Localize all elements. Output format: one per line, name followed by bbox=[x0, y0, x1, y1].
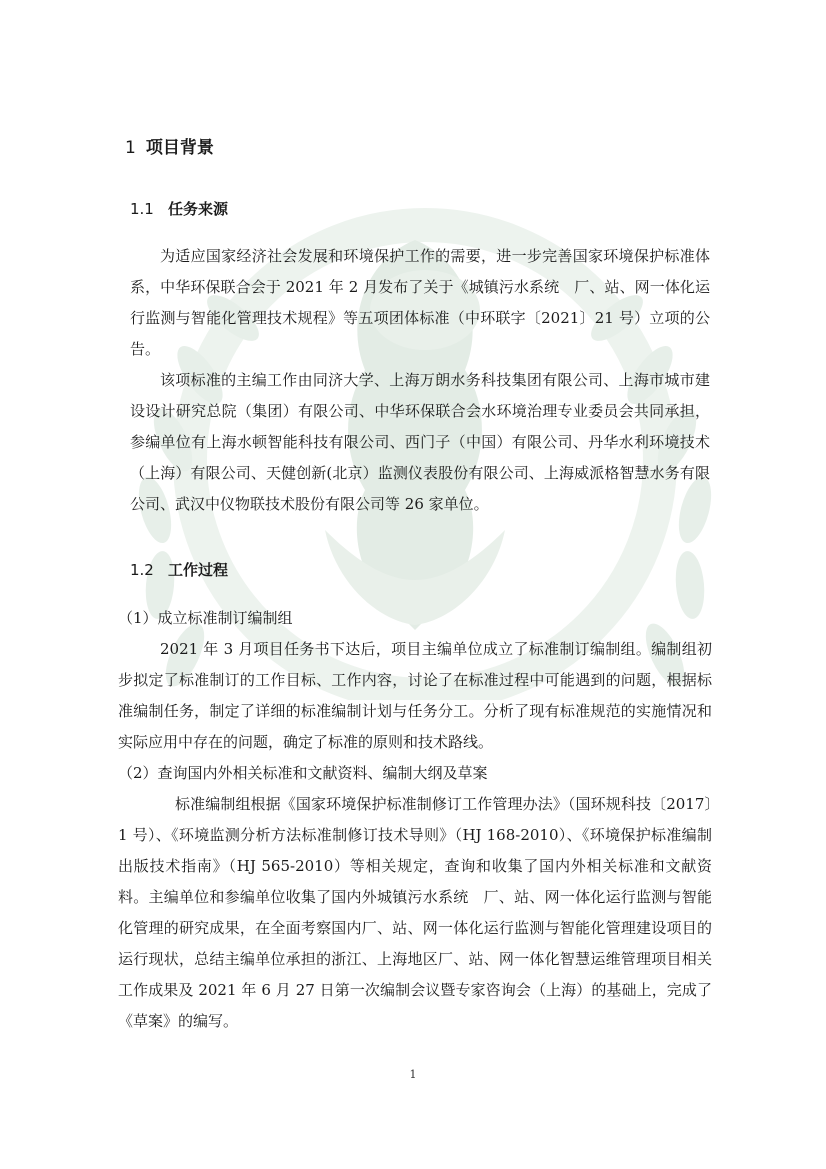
section-1-2-body bbox=[118, 603, 712, 1037]
paragraph: 2021 年 3 月项目任务书下达后，项目主编单位成立了标准制订编制组。编制组初步拟定了标准制订的工作目标、工作内容，讨论了在标准过程中可能遇到的问题，根据标准编制任务，制定了详细的标准编制计划与任务分工。分析了现有标准规范的实施情况和实际应用中存在的问题，确定了标准的原则和技术路线。 bbox=[118, 640, 712, 751]
section-number: 1.2 bbox=[130, 561, 154, 579]
section-title: 工作过程 bbox=[168, 561, 229, 579]
paragraph: 该项标准的主编工作由同济大学、上海万朗水务科技集团有限公司、上海市城市建设设计研究总院（集团）有限公司、中华环保联合会水环境治理专业委员会共同承担，参编单位有上海水顿智能科技有限公司、西门子（中国）有限公司、丹华水利环境技术（上海）有限公司、天健创新(北京）监测仪表股份有限公司、上海威派格智慧水务有限公司、武汉中仪物联技术股份有限公司等 26 家单位。 bbox=[130, 371, 710, 513]
section-number: 1.1 bbox=[130, 200, 154, 218]
chapter-title: 项目背景 bbox=[145, 138, 214, 158]
chapter-number: 1 bbox=[125, 138, 136, 158]
paragraph: 标准编制组根据《国家环境保护标准制修订工作管理办法》（国环规科技〔2017〕1 号）、《环境监测分析方法标准制修订技术导则》（HJ 168-2010）、《环境保护标准编制出版技术指南》（HJ 565-2010）等相关规定，查询和收集了国内外相关标准和文献资料。主编单位和参编单位收集了国内外城镇污水系统 厂、站、网一体化运行监测与智能化管理的研究成果，在全面考察国内厂、站、网一体化运行监测与智能化管理建设项目的运行现状，总结主编单位承担的浙江、上海地区厂、站、网一体化智慧运维管理项目相关工作成果及 2021 年 6 月 27 日第一次编制会议暨专家咨询会（上海）的基础上，完成了《草案》的编写。 bbox=[118, 795, 712, 1030]
list-item-label: （2）查询国内外相关标准和文献资料、编制大纲及草案 bbox=[118, 764, 488, 782]
page-number: 1 bbox=[409, 1068, 417, 1081]
section-heading-1-2 bbox=[130, 559, 228, 580]
section-1-1-body bbox=[130, 241, 710, 520]
list-item-label: （1）成立标准制订编制组 bbox=[118, 609, 293, 627]
paragraph: 为适应国家经济社会发展和环境保护工作的需要，进一步完善国家环境保护标准体系，中华环保联合会于 2021 年 2 月发布了关于《城镇污水系统 厂、站、网一体化运行监测与智能化管理技术规程》等五项团体标准（中环联字〔2021〕21 号）立项的公告。 bbox=[130, 247, 710, 358]
section-title: 任务来源 bbox=[168, 200, 229, 218]
section-heading-1-1 bbox=[130, 198, 228, 219]
chapter-heading bbox=[125, 133, 214, 158]
